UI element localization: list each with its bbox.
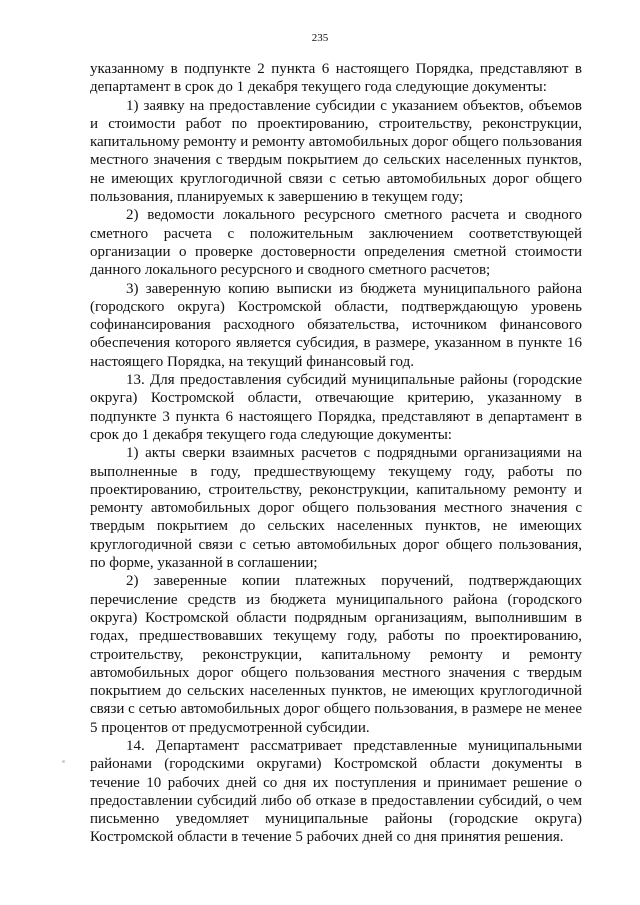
paragraph: 3) заверенную копию выписки из бюджета муниципального района (городского округа) Костромской области, подтверждающую уровень софинансирования расходного обязательства, источником финансового обеспечения которого является субсидия, в размере, указанном в пункте 16 настоящего Порядка, на текущий финансовый год. <box>90 280 582 370</box>
paragraph: 1) акты сверки взаимных расчетов с подрядными организациями на выполненные в году, предшествующему текущему году, работы по проектированию, строительству, реконструкции, капитальному ремонту и ремонту автомобильных дорог общего пользования местного значения с твердым покрытием до сельских населенных пунктов, не имеющих круглогодичной связи с сетью автомобильных дорог общего пользования, по форме, указанной в соглашении; <box>90 445 582 572</box>
paragraph: 2) ведомости локального ресурсного сметного расчета и сводного сметного расчета с положительным заключением соответствующей организации о проверке достоверности определения сметной стоимости данного локального ресурсного и сводного сметного расчетов; <box>90 207 582 279</box>
paragraph: 2) заверенные копии платежных поручений, подтверждающих перечисление средств из бюджета муниципального района (городского округа) Костромской области подрядным организациям, выполнившим в годах, предшествовавших текущему году, работы по проектированию, строительству, реконструкции, капитальному ремонту и ремонту автомобильных дорог общего пользования местного значения с твердым покрытием до сельских населенных пунктов, не имеющих круглогодичной связи с сетью автомобильных дорог общего пользования, в размере не менее 5 процентов от предусмотренной субсидии. <box>90 573 582 736</box>
paragraph: 14. Департамент рассматривает представленные муниципальными районами (городскими округами) Костромской области документы в течение 10 рабочих дней со дня их поступления и принимает решение о предоставлении субсидий либо об отказе в предоставлении субсидий, о чем письменно уведомляет муниципальные районы (городские округа) Костромской области в течение 5 рабочих дней со дня принятия решения. <box>90 737 582 846</box>
paragraph: указанному в подпункте 2 пункта 6 настоящего Порядка, представляют в департамент в срок до 1 декабря текущего года следующие документы: <box>90 61 582 96</box>
page-number: 235 <box>311 32 329 44</box>
paragraph: 13. Для предоставления субсидий муниципальные районы (городские округа) Костромской области, отвечающие критерию, указанному в подпункте 3 пункта 6 настоящего Порядка, представляют в департамент в срок до 1 декабря текущего года следующие документы: <box>90 372 582 443</box>
body-text <box>90 60 582 847</box>
margin-mark <box>62 760 65 763</box>
paragraph: 1) заявку на предоставление субсидии с указанием объектов, объемов и стоимости работ по проектированию, строительству, реконструкции, капитальному ремонту и ремонту автомобильных дорог общего пользования местного значения с твердым покрытием до сельских населенных пунктов, не имеющих круглогодичной связи с сетью автомобильных дорог общего пользования, планируемых к завершению в текущем году; <box>90 97 582 206</box>
